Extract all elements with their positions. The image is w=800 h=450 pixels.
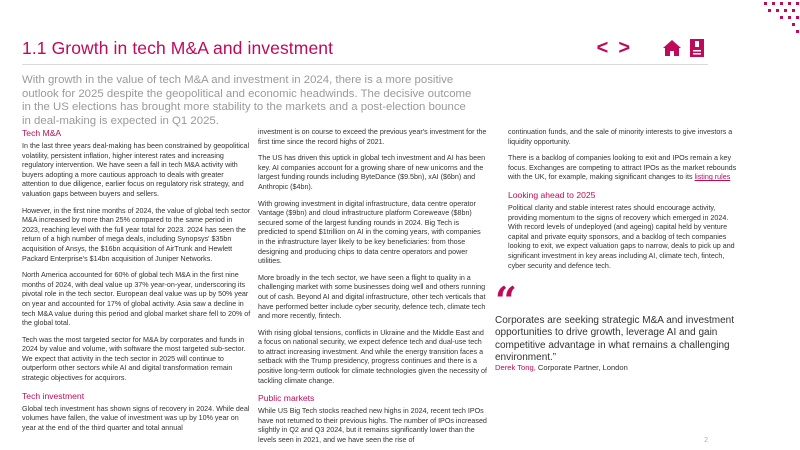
listing-rules-link[interactable]: listing rules bbox=[694, 173, 731, 182]
decorative-dot-pattern bbox=[760, 0, 800, 36]
paragraph: The US has driven this uptick in global tech investment and AI has been key. AI companies account for a growing share of new unicorns and the largest funding rounds including ByteDance ($9.5bn), xAI ($6bn) and Anthropic ($4bn). bbox=[258, 154, 486, 191]
quote-mark-icon: “ bbox=[495, 278, 517, 323]
quote-author-name: Derek Tong, bbox=[495, 363, 536, 372]
paragraph: With rising global tensions, conflicts in Ukraine and the Middle East and a focus on national security, we expect defence tech and dual-use tech to attract increasing investment. And while the energy transition faces a setback with the Trump presidency, progress continues and there is a positive long-term outlook for climate technologies given the necessity of tackling climate change. bbox=[258, 328, 488, 385]
column-2 bbox=[258, 128, 488, 450]
quote-author-role: Corporate Partner, London bbox=[535, 363, 628, 372]
pull-quote: Corporates are seeking strategic M&A and investment opportunities to drive growth, leverage AI and gain competitive advantage in what remains a challenging environment.” bbox=[495, 315, 735, 364]
page-navigation bbox=[597, 38, 630, 58]
intro-paragraph: With growth in the value of tech M&A and investment in 2024, there is a more positive outlook for 2025 despite the geopolitical and economic headwinds. The decisive outcome in the US elections has brought more stability to the markets and a post-election bounce in deal-making is expected in Q1 2025. bbox=[22, 74, 472, 127]
paragraph: North America accounted for 60% of global tech M&A in the first nine months of 2024, with deal value up 37% year-on-year, underscoring its pivotal role in the tech sector. European deal value was up by 50% year on year and accounted for 17% of global activity. Asia saw a decline in tech M&A value during this period and global market share fell to 20% of the global total. bbox=[22, 271, 251, 328]
paragraph: Tech was the most targeted sector for M&A by corporates and funds in 2024 by value and volume, with software the most targeted sub-sector. We expect that activity in the tech sector in 2025 will continue to outperform other sectors while AI and digital transformation remain strategic objectives for acquirors. bbox=[22, 335, 246, 383]
paragraph: Global tech investment has shown signs of recovery in 2024. While deal volumes have fallen, the value of investment was up by 10% year on year at the end of the third quarter and total annual bbox=[22, 404, 250, 432]
column-3 bbox=[508, 128, 743, 278]
paragraph: investment is on course to exceed the previous year's investment for the first time since the record highs of 2021. bbox=[258, 128, 487, 146]
column-1 bbox=[22, 128, 252, 440]
page-title: 1.1 Growth in tech M&A and investment bbox=[22, 38, 334, 58]
section-heading-tech-ma: Tech M&A bbox=[22, 128, 62, 138]
section-heading-tech-investment: Tech investment bbox=[22, 390, 85, 401]
next-page-button[interactable]: > bbox=[618, 37, 630, 59]
bookmark-icon[interactable] bbox=[687, 38, 707, 58]
paragraph: Political clarity and stable interest rates should encourage activity, providing momentum to the signs of recovery which emerged in 2024. With record levels of undeployed (and ageing) capital held by venture capital and private equity sponsors, and a backlog of tech companies looking to exit, we expect valuation gaps to narrow, deals to pick up and significant investment in key areas including AI, climate tech, fintech, cyber security and defence tech. bbox=[508, 203, 735, 270]
section-heading-looking-ahead: Looking ahead to 2025 bbox=[508, 189, 596, 200]
paragraph: continuation funds, and the sale of minority interests to give investors a liquidity opportunity. bbox=[508, 128, 733, 146]
paragraph: However, in the first nine months of 2024, the value of global tech sector M&A increased by more than 25% compared to the same period in 2023, reaching level with the full year total for 2023. 2024 has seen the return of a high number of mega deals, including Synopsys' $35bn acquisition of Ansys, the $16bn acquisition of AirTrunk and Hewlett Packard Enterprise's $14bn acquisition of Juniper Networks. bbox=[22, 206, 251, 263]
paragraph: More broadly in the tech sector, we have seen a flight to quality in a challenging market with some businesses doing well and others running out of cash. Beyond AI and digital infrastructure, other tech verticals that have performed better include cyber security, defence tech, climate tech and more recently, fintech. bbox=[258, 273, 486, 321]
page-number: 2 bbox=[704, 437, 708, 444]
paragraph: While US Big Tech stocks reached new highs in 2024, recent tech IPOs have not returned to their previous highs. The number of IPOs increased slightly in Q2 and Q3 2024, but it remains significantly lower than the levels seen in 2021, and we have seen the rise of bbox=[258, 407, 487, 445]
section-heading-public-markets: Public markets bbox=[258, 393, 315, 404]
previous-page-button[interactable]: < bbox=[596, 37, 609, 59]
quote-attribution bbox=[495, 363, 628, 372]
header-divider bbox=[22, 64, 708, 65]
paragraph-text: There is a backlog of companies looking to exit and IPOs remain a key focus. Exchanges are competing to attract IPOs as the market rebounds with the UK, for example, making significant changes to its bbox=[508, 154, 737, 182]
home-icon[interactable] bbox=[662, 38, 682, 58]
paragraph: In the last three years deal-making has been constrained by geopolitical volatility, persistent inflation, higher interest rates and increasing regulatory intervention. We have seen a fall in tech M&A activity with buyers adopting a more cautious approach to deals with greater attention to due diligence, earlier focus on regulatory risk strategy, and valuation gaps between buyers and sellers. bbox=[22, 142, 250, 198]
paragraph: With growing investment in digital infrastructure, data centre operator Vantage ($9bn) and cloud infrastructure platform Coreweave ($8bn) secured some of the largest funding rounds in 2024. Big Tech is predicted to spend $1trillion on AI in the coming years, with companies in the infrastructure layer likely to be key beneficiaries: from those designing and producing chips to data centre operators and power utilities. bbox=[258, 199, 481, 266]
paragraph bbox=[508, 154, 743, 183]
